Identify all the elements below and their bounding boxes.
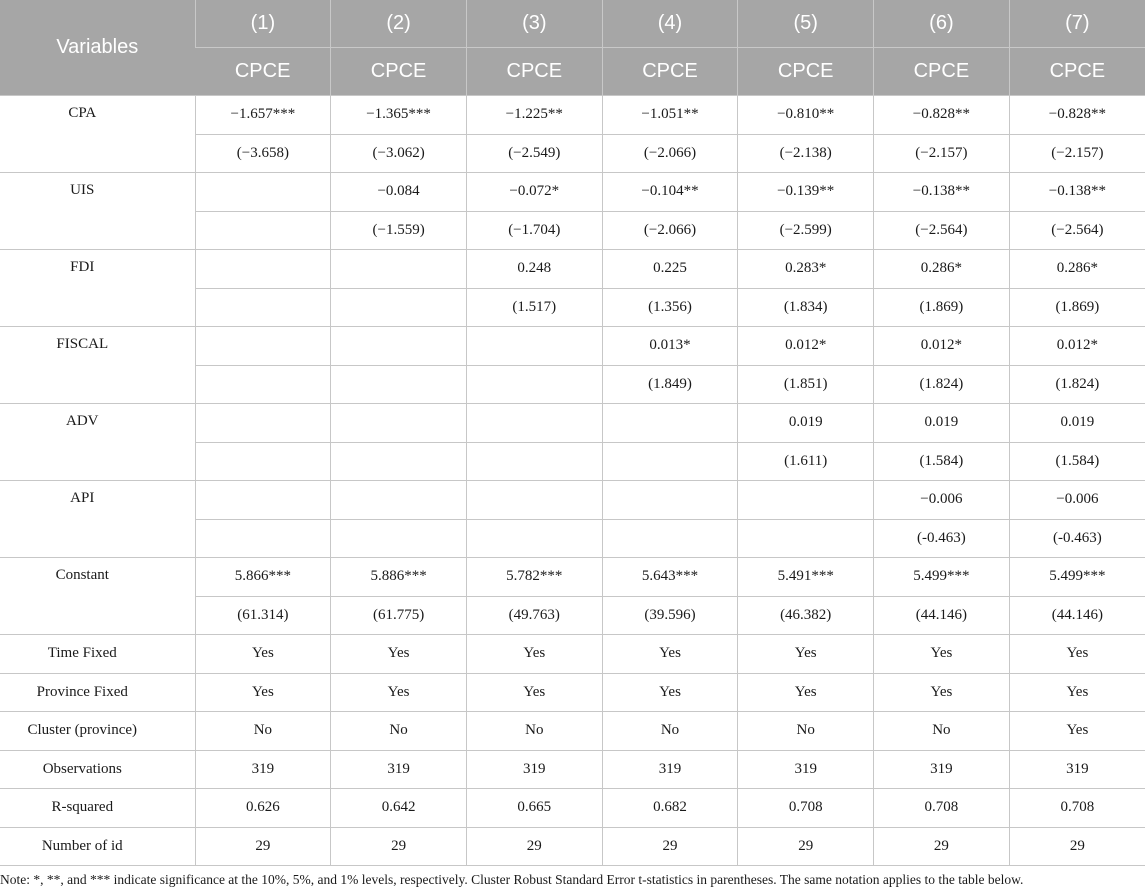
t-statistic-cell: (1.869) [1009, 288, 1145, 327]
variable-name: FDI [0, 250, 195, 327]
header-column-number: (6) [874, 0, 1010, 48]
t-statistic-cell: (39.596) [602, 596, 738, 635]
t-statistic-cell [195, 211, 331, 250]
coefficient-cell [331, 481, 467, 520]
header-dependent-variable: CPCE [466, 48, 602, 96]
table-header [0, 0, 1145, 96]
variable-name: ADV [0, 404, 195, 481]
statistic-value: 29 [874, 827, 1010, 866]
t-statistic-cell: (1.824) [1009, 365, 1145, 404]
coefficient-cell: 0.013* [602, 327, 738, 366]
statistic-value: 0.708 [874, 789, 1010, 828]
t-statistic-cell: (61.314) [195, 596, 331, 635]
statistic-value: Yes [602, 635, 738, 674]
statistic-value: Yes [874, 635, 1010, 674]
coefficient-cell: 5.643*** [602, 558, 738, 597]
coefficient-cell: 0.248 [466, 250, 602, 289]
coefficient-cell: −0.104** [602, 173, 738, 212]
coefficient-cell: 0.019 [738, 404, 874, 443]
t-statistic-cell [602, 519, 738, 558]
statistic-value: Yes [738, 673, 874, 712]
coefficient-cell: 0.286* [1009, 250, 1145, 289]
t-statistic-cell: (1.824) [874, 365, 1010, 404]
header-variables: Variables [0, 0, 195, 96]
t-statistic-cell [195, 365, 331, 404]
statistic-value: 0.682 [602, 789, 738, 828]
coefficient-cell: −0.006 [1009, 481, 1145, 520]
coefficient-cell: 5.491*** [738, 558, 874, 597]
t-statistic-cell: (−1.559) [331, 211, 467, 250]
statistic-value: Yes [195, 635, 331, 674]
table-row-statistic [0, 635, 1145, 674]
statistic-value: Yes [1009, 635, 1145, 674]
table-row-coefficient [0, 404, 1145, 443]
statistic-value: Yes [874, 673, 1010, 712]
statistic-value: 29 [466, 827, 602, 866]
statistic-name: Cluster (province) [0, 712, 195, 751]
coefficient-cell: 0.286* [874, 250, 1010, 289]
t-statistic-cell: (−2.564) [874, 211, 1010, 250]
statistic-value: Yes [331, 673, 467, 712]
coefficient-cell [195, 481, 331, 520]
coefficient-cell: −1.051** [602, 96, 738, 135]
t-statistic-cell: (−2.066) [602, 211, 738, 250]
header-column-number: (1) [195, 0, 331, 48]
table-row-statistic [0, 673, 1145, 712]
coefficient-cell: 0.012* [1009, 327, 1145, 366]
t-statistic-cell: (1.849) [602, 365, 738, 404]
t-statistic-cell: (−1.704) [466, 211, 602, 250]
table-row-coefficient [0, 481, 1145, 520]
t-statistic-cell: (−2.599) [738, 211, 874, 250]
table-row-statistic [0, 827, 1145, 866]
statistic-value: 0.665 [466, 789, 602, 828]
t-statistic-cell: (1.517) [466, 288, 602, 327]
t-statistic-cell: (-0.463) [874, 519, 1010, 558]
statistic-value: Yes [1009, 712, 1145, 751]
coefficient-cell: 5.499*** [874, 558, 1010, 597]
table-row-statistic [0, 789, 1145, 828]
statistic-value: 319 [331, 750, 467, 789]
coefficient-cell [195, 173, 331, 212]
coefficient-cell [195, 327, 331, 366]
statistic-value: 0.626 [195, 789, 331, 828]
statistic-value: 319 [874, 750, 1010, 789]
t-statistic-cell: (−2.157) [874, 134, 1010, 173]
header-column-number: (7) [1009, 0, 1145, 48]
t-statistic-cell [602, 442, 738, 481]
t-statistic-cell: (1.356) [602, 288, 738, 327]
statistic-value: 29 [1009, 827, 1145, 866]
coefficient-cell [195, 404, 331, 443]
t-statistic-cell: (49.763) [466, 596, 602, 635]
header-dependent-variable: CPCE [874, 48, 1010, 96]
coefficient-cell: 5.866*** [195, 558, 331, 597]
coefficient-cell [466, 327, 602, 366]
t-statistic-cell: (1.584) [1009, 442, 1145, 481]
coefficient-cell [331, 250, 467, 289]
t-statistic-cell: (46.382) [738, 596, 874, 635]
statistic-name: Time Fixed [0, 635, 195, 674]
statistic-value: 29 [738, 827, 874, 866]
statistic-value: 319 [1009, 750, 1145, 789]
header-row-column-numbers [0, 0, 1145, 48]
variable-name: CPA [0, 96, 195, 173]
table-row-coefficient [0, 96, 1145, 135]
coefficient-cell: −1.657*** [195, 96, 331, 135]
t-statistic-cell: (61.775) [331, 596, 467, 635]
coefficient-cell: −0.084 [331, 173, 467, 212]
coefficient-cell: −0.828** [874, 96, 1010, 135]
statistic-value: 0.708 [738, 789, 874, 828]
statistic-name: Observations [0, 750, 195, 789]
t-statistic-cell [738, 519, 874, 558]
coefficient-cell: 5.782*** [466, 558, 602, 597]
header-dependent-variable: CPCE [602, 48, 738, 96]
t-statistic-cell [466, 442, 602, 481]
statistic-value: 29 [195, 827, 331, 866]
coefficient-cell: −1.365*** [331, 96, 467, 135]
header-dependent-variable: CPCE [331, 48, 467, 96]
statistic-name: R-squared [0, 789, 195, 828]
header-dependent-variable: CPCE [1009, 48, 1145, 96]
t-statistic-cell [195, 442, 331, 481]
coefficient-cell [738, 481, 874, 520]
coefficient-cell [466, 404, 602, 443]
coefficient-cell: 5.499*** [1009, 558, 1145, 597]
t-statistic-cell [195, 288, 331, 327]
coefficient-cell: 5.886*** [331, 558, 467, 597]
coefficient-cell [331, 327, 467, 366]
table-row-coefficient [0, 250, 1145, 289]
coefficient-cell: −0.072* [466, 173, 602, 212]
table-row-statistic [0, 712, 1145, 751]
header-dependent-variable: CPCE [738, 48, 874, 96]
t-statistic-cell: (−2.066) [602, 134, 738, 173]
variable-name: UIS [0, 173, 195, 250]
header-dependent-variable: CPCE [195, 48, 331, 96]
coefficient-cell [602, 404, 738, 443]
t-statistic-cell: (1.834) [738, 288, 874, 327]
header-column-number: (5) [738, 0, 874, 48]
variable-name: Constant [0, 558, 195, 635]
statistic-value: Yes [466, 673, 602, 712]
table-note: Note: *, **, and *** indicate significance at the 10%, 5%, and 1% levels, respectively. Cluster Robust Standard Error t-statistics in parentheses. The same notation applies to the table below. [0, 872, 1024, 887]
header-column-number: (2) [331, 0, 467, 48]
coefficient-cell: −0.006 [874, 481, 1010, 520]
coefficient-cell [602, 481, 738, 520]
coefficient-cell: 0.012* [738, 327, 874, 366]
statistic-name: Province Fixed [0, 673, 195, 712]
t-statistic-cell [466, 365, 602, 404]
header-column-number: (3) [466, 0, 602, 48]
t-statistic-cell [331, 288, 467, 327]
table-row-statistic [0, 750, 1145, 789]
statistic-value: Yes [331, 635, 467, 674]
statistic-value: 319 [738, 750, 874, 789]
t-statistic-cell [331, 519, 467, 558]
statistic-value: No [738, 712, 874, 751]
t-statistic-cell: (44.146) [874, 596, 1010, 635]
statistic-value: Yes [738, 635, 874, 674]
variable-name: API [0, 481, 195, 558]
variable-name: FISCAL [0, 327, 195, 404]
statistic-value: Yes [466, 635, 602, 674]
table-row-coefficient [0, 558, 1145, 597]
t-statistic-cell: (−3.658) [195, 134, 331, 173]
t-statistic-cell: (−3.062) [331, 134, 467, 173]
coefficient-cell: 0.019 [874, 404, 1010, 443]
coefficient-cell [195, 250, 331, 289]
statistic-value: 319 [195, 750, 331, 789]
t-statistic-cell: (-0.463) [1009, 519, 1145, 558]
t-statistic-cell [331, 442, 467, 481]
statistic-value: Yes [602, 673, 738, 712]
t-statistic-cell: (1.584) [874, 442, 1010, 481]
statistic-value: No [874, 712, 1010, 751]
statistic-name: Number of id [0, 827, 195, 866]
table-body [0, 96, 1145, 866]
statistic-value: No [466, 712, 602, 751]
t-statistic-cell: (44.146) [1009, 596, 1145, 635]
coefficient-cell [466, 481, 602, 520]
statistic-value: Yes [195, 673, 331, 712]
t-statistic-cell: (−2.564) [1009, 211, 1145, 250]
t-statistic-cell: (1.869) [874, 288, 1010, 327]
t-statistic-cell: (1.851) [738, 365, 874, 404]
header-column-number: (4) [602, 0, 738, 48]
table-row-coefficient [0, 173, 1145, 212]
t-statistic-cell [195, 519, 331, 558]
statistic-value: No [195, 712, 331, 751]
statistic-value: 0.708 [1009, 789, 1145, 828]
statistic-value: 0.642 [331, 789, 467, 828]
coefficient-cell: −0.138** [874, 173, 1010, 212]
coefficient-cell [331, 404, 467, 443]
statistic-value: No [331, 712, 467, 751]
t-statistic-cell [466, 519, 602, 558]
table-row-coefficient [0, 327, 1145, 366]
t-statistic-cell: (1.611) [738, 442, 874, 481]
statistic-value: 29 [602, 827, 738, 866]
t-statistic-cell: (−2.549) [466, 134, 602, 173]
coefficient-cell: 0.283* [738, 250, 874, 289]
coefficient-cell: 0.019 [1009, 404, 1145, 443]
coefficient-cell: −0.138** [1009, 173, 1145, 212]
statistic-value: 29 [331, 827, 467, 866]
t-statistic-cell: (−2.138) [738, 134, 874, 173]
coefficient-cell: −1.225** [466, 96, 602, 135]
coefficient-cell: −0.810** [738, 96, 874, 135]
statistic-value: 319 [466, 750, 602, 789]
coefficient-cell: 0.225 [602, 250, 738, 289]
statistic-value: Yes [1009, 673, 1145, 712]
coefficient-cell: −0.139** [738, 173, 874, 212]
t-statistic-cell [331, 365, 467, 404]
statistic-value: No [602, 712, 738, 751]
coefficient-cell: −0.828** [1009, 96, 1145, 135]
t-statistic-cell: (−2.157) [1009, 134, 1145, 173]
statistic-value: 319 [602, 750, 738, 789]
coefficient-cell: 0.012* [874, 327, 1010, 366]
